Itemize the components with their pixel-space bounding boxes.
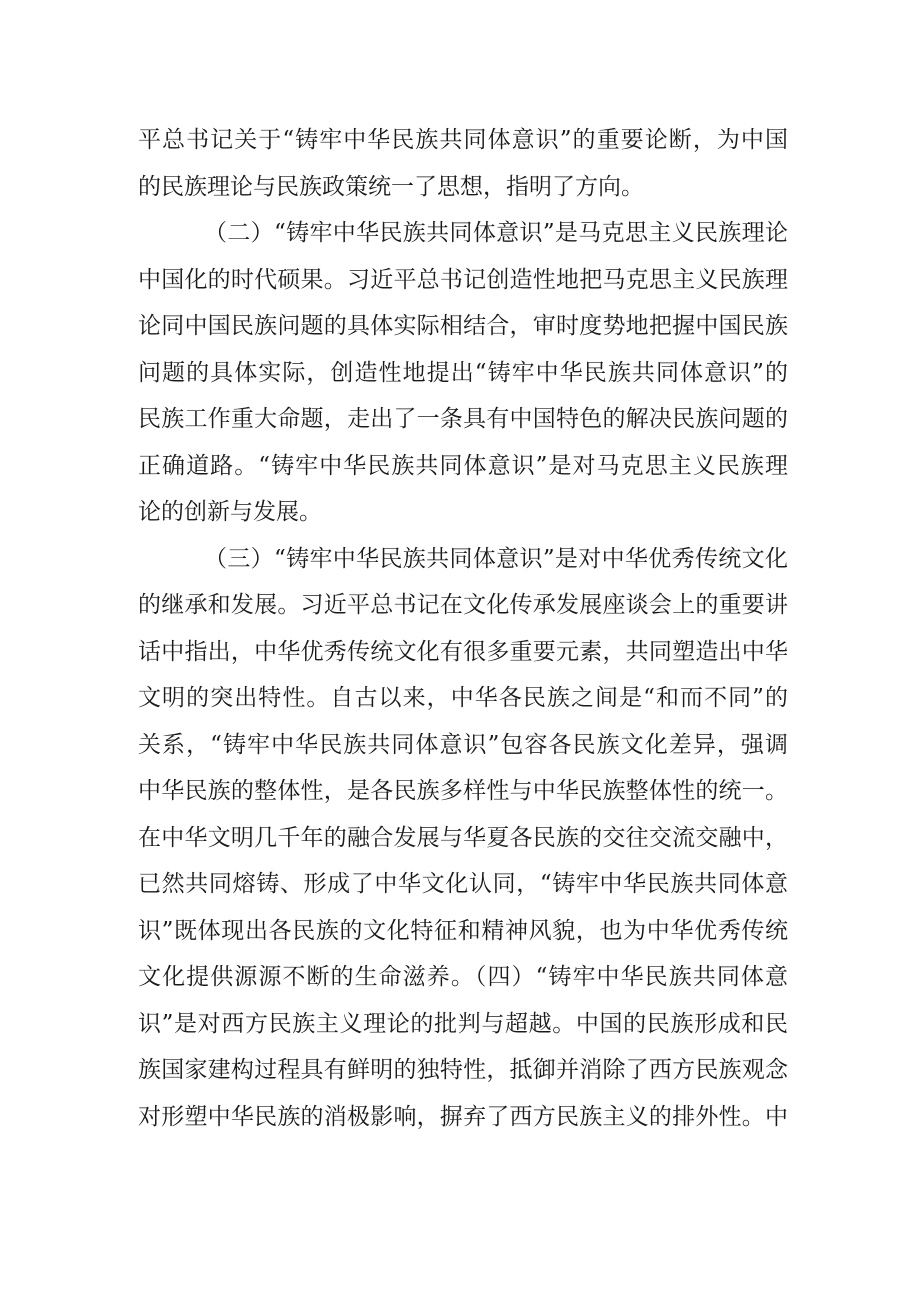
text-line: 中华民族的整体性，是各民族多样性与中华民族整体性的统一。 <box>138 778 788 804</box>
paragraph-start-line: （三）“铸牢中华民族共同体意识”是对中华优秀传统文化 <box>204 545 788 572</box>
text-line: 民族工作重大命题，走出了一条具有中国特色的解决民族问题的 <box>138 406 788 432</box>
text-line: 论同中国民族问题的具体实际相结合，审时度势地把握中国民族 <box>138 313 788 339</box>
text-line: 中国化的时代硕果。习近平总书记创造性地把马克思主义民族理 <box>138 266 788 293</box>
text-line: 族国家建构过程具有鲜明的独特性，抵御并消除了西方民族观念 <box>138 1057 788 1083</box>
text-line: 在中华文明几千年的融合发展与华夏各民族的交往交流交融中， <box>138 824 788 851</box>
text-line: 的民族理论与民族政策统一了思想，指明了方向。 <box>138 173 644 200</box>
text-line: 已然共同熔铸、形成了中华文化认同，“铸牢中华民族共同体意 <box>138 871 788 897</box>
text-line: 识”是对西方民族主义理论的批判与超越。中国的民族形成和民 <box>138 1010 788 1037</box>
text-line: 话中指出，中华优秀传统文化有很多重要元素，共同塑造出中华 <box>138 638 788 665</box>
text-line: 问题的具体实际，创造性地提出“铸牢中华民族共同体意识”的 <box>138 359 788 386</box>
paragraph-start-line: （二）“铸牢中华民族共同体意识”是马克思主义民族理论 <box>204 220 788 246</box>
text-line: 论的创新与发展。 <box>138 499 322 525</box>
text-line: 关系，“铸牢中华民族共同体意识”包容各民族文化差异，强调 <box>138 731 788 758</box>
text-line: 的继承和发展。习近平总书记在文化传承发展座谈会上的重要讲 <box>138 592 788 618</box>
text-line: 对形塑中华民族的消极影响，摒弃了西方民族主义的排外性。中 <box>138 1103 788 1130</box>
text-line: 平总书记关于“铸牢中华民族共同体意识”的重要论断，为中国 <box>138 127 788 153</box>
text-line: 文明的突出特性。自古以来，中华各民族之间是“和而不同”的 <box>138 685 788 711</box>
text-line: 识”既体现出各民族的文化特征和精神风貌，也为中华优秀传统 <box>138 917 788 944</box>
body-text <box>138 117 788 1140</box>
text-line: 正确道路。“铸牢中华民族共同体意识”是对马克思主义民族理 <box>138 452 788 479</box>
text-line: 文化提供源源不断的生命滋养。（四）“铸牢中华民族共同体意 <box>138 964 788 990</box>
